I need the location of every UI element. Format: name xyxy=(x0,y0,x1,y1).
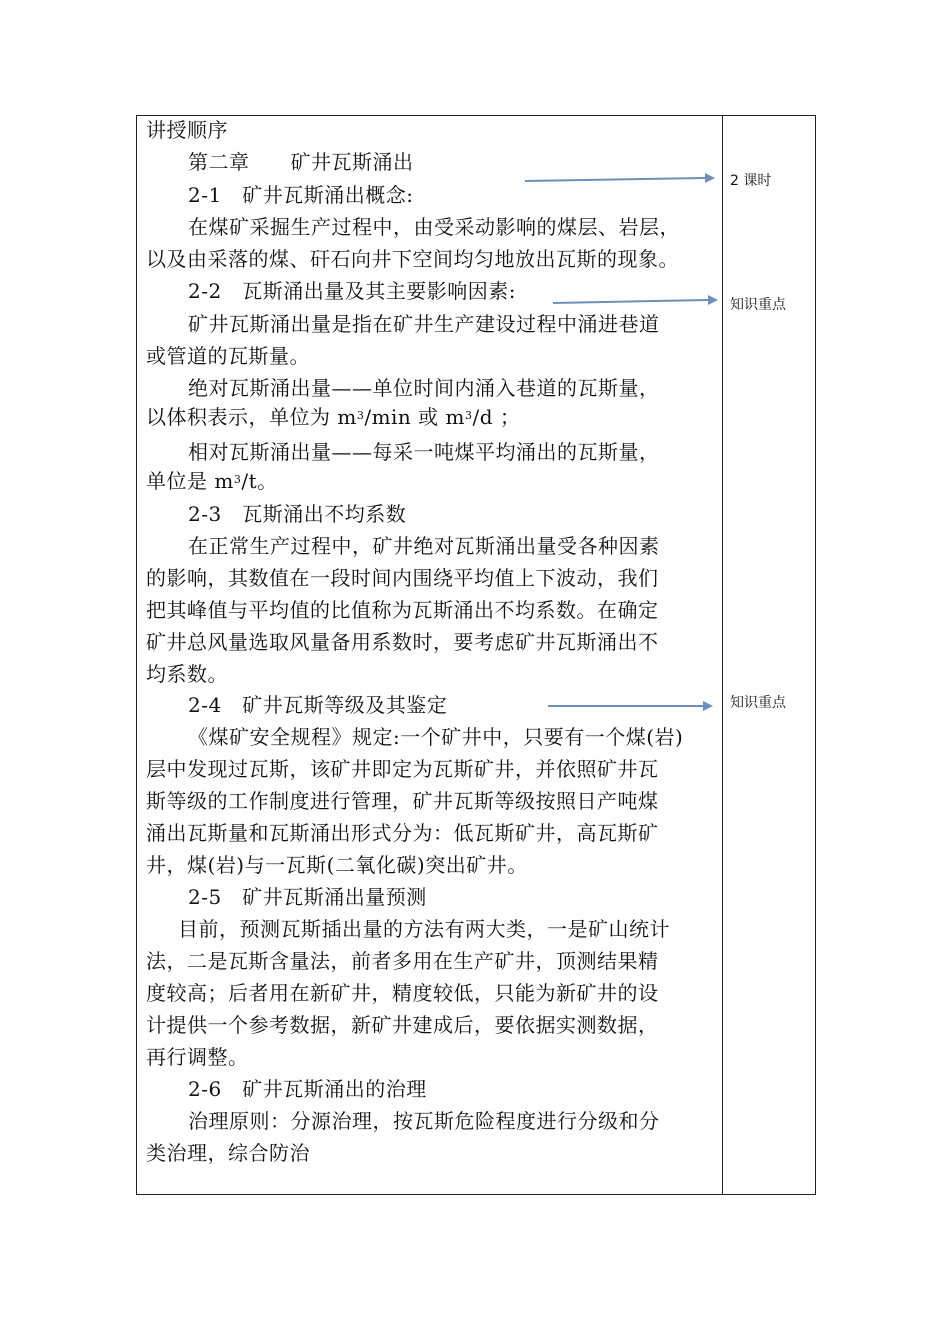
section-header: 讲授顺序 xyxy=(146,118,228,142)
text-line: 相对瓦斯涌出量——每采一吨煤平均涌出的瓦斯量， xyxy=(188,440,660,464)
heading-2-4: 2-4 矿井瓦斯等级及其鉴定 xyxy=(188,693,448,717)
heading-2-3: 2-3 瓦斯涌出不均系数 xyxy=(188,502,407,526)
arrow-icon xyxy=(548,698,713,714)
text-line: 矿井瓦斯涌出量是指在矿井生产建设过程中涌进巷道 xyxy=(188,312,660,336)
text-line: 矿井总风量选取风量备用系数时，要考虑矿井瓦斯涌出不 xyxy=(146,630,659,654)
text-line: 目前，预测瓦斯插出量的方法有两大类，一是矿山统计 xyxy=(178,917,670,941)
text-line: 绝对瓦斯涌出量——单位时间内涌入巷道的瓦斯量， xyxy=(188,376,660,400)
note-key-point: 知识重点 xyxy=(730,297,786,313)
text-line: 井，煤(岩)与一瓦斯(二氧化碳)突出矿井。 xyxy=(146,853,528,877)
arrow-icon xyxy=(525,172,715,188)
text-line: 计提供一个参考数据，新矿井建成后，要依据实测数据， xyxy=(146,1013,659,1037)
note-key-point: 知识重点 xyxy=(730,695,786,711)
arrow-icon xyxy=(553,294,718,310)
text-line: 以体积表示，单位为 $m^3/\min$ 或 $m^3/d$ ； xyxy=(146,405,521,429)
text-line: 把其峰值与平均值的比值称为瓦斯涌出不均系数。在确定 xyxy=(146,598,659,622)
heading-2-5: 2-5 矿井瓦斯涌出量预测 xyxy=(188,885,427,909)
text-line: 以及由采落的煤、矸石向井下空间均匀地放出瓦斯的现象。 xyxy=(146,247,679,271)
column-divider xyxy=(722,116,723,1194)
text-line: 层中发现过瓦斯，该矿井即定为瓦斯矿井，并依照矿井瓦 xyxy=(146,757,659,781)
heading-2-6: 2-6 矿井瓦斯涌出的治理 xyxy=(188,1077,427,1101)
text-line: 均系数。 xyxy=(146,662,228,686)
text-line: 的影响，其数值在一段时间内围绕平均值上下波动，我们 xyxy=(146,566,659,590)
text-line: 类治理，综合防治 xyxy=(146,1141,310,1165)
text-line: 《煤矿安全规程》规定:一个矿井中，只要有一个煤(岩) xyxy=(188,725,684,749)
text-line: 度较高；后者用在新矿井，精度较低，只能为新矿井的设 xyxy=(146,981,659,1005)
text-line: 在煤矿采掘生产过程中，由受采动影响的煤层、岩层， xyxy=(188,215,680,239)
text-line: 再行调整。 xyxy=(146,1045,249,1069)
chapter-title: 第二章 矿井瓦斯涌出 xyxy=(188,150,414,174)
heading-2-2: 2-2 瓦斯涌出量及其主要影响因素: xyxy=(188,279,516,303)
heading-2-1: 2-1 矿井瓦斯涌出概念: xyxy=(188,183,414,207)
text-line: 单位是 $m^3/t$。 xyxy=(146,469,278,493)
note-class-hours: 2 课时 xyxy=(730,173,772,189)
text-line: 斯等级的工作制度进行管理，矿井瓦斯等级按照日产吨煤 xyxy=(146,789,659,813)
text-line: 法，二是瓦斯含量法，前者多用在生产矿井，顶测结果精 xyxy=(146,949,659,973)
text-line: 治理原则：分源治理，按瓦斯危险程度进行分级和分 xyxy=(188,1109,660,1133)
text-line: 在正常生产过程中，矿井绝对瓦斯涌出量受各种因素 xyxy=(188,534,660,558)
text-line: 或管道的瓦斯量。 xyxy=(146,344,310,368)
text-line: 涌出瓦斯量和瓦斯涌出形式分为：低瓦斯矿井，高瓦斯矿 xyxy=(146,821,659,845)
